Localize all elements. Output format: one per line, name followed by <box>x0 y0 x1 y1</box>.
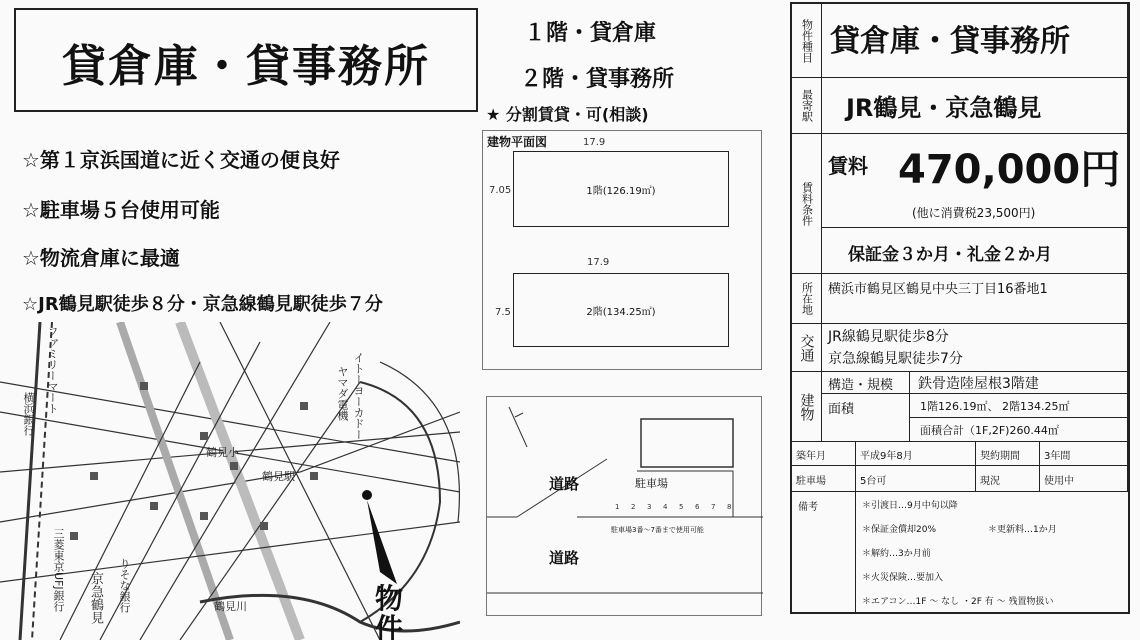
map-label-ito-yokado: イトーヨーカドー <box>352 352 365 440</box>
map-label-river: 鶴見川 <box>214 600 247 613</box>
rent-tax: (他に消費税23,500円) <box>912 206 1036 220</box>
rent-amount: 470,000円 <box>898 147 1121 193</box>
status-value: 使用中 <box>1040 466 1128 492</box>
deposit-terms: 保証金３か月・礼金２か月 <box>822 228 1128 274</box>
note-item: ＊解約…3か月前 <box>862 549 931 559</box>
contract-value: 3年間 <box>1040 442 1128 466</box>
type-header: 物件種目 <box>792 4 822 78</box>
floor1-room <box>513 151 729 227</box>
page-title: 貸倉庫・貸事務所 <box>62 41 430 92</box>
status-label: 現況 <box>976 466 1040 492</box>
parking-slot-8: 8 <box>727 503 732 511</box>
map-label-mitsubishi: 三菱東京UFJ銀行 <box>52 528 65 612</box>
parking-slot-4: 4 <box>663 503 668 511</box>
floor-plan <box>482 130 762 370</box>
floor1-depth: 7.05 <box>489 185 512 196</box>
transit-keikyu: 京急線鶴見駅徒歩7分 <box>828 351 963 367</box>
floor2-room-label: 2階(134.25㎡) <box>586 306 656 318</box>
split-rent-note: ★ 分割賃貸・可(相談) <box>486 105 649 124</box>
parking-slot-2: 2 <box>631 503 636 511</box>
feature-2: ☆駐車場５台使用可能 <box>22 198 220 222</box>
feature-4: ☆JR鶴見駅徒歩８分・京急線鶴見駅徒歩７分 <box>22 294 383 315</box>
parking-slot-5: 5 <box>679 503 684 511</box>
structure-label: 構造・規模 <box>822 372 910 394</box>
title-box <box>14 8 478 112</box>
map-label-risona: りそな銀行 <box>118 558 131 613</box>
road-label-upper: 道路 <box>549 475 580 493</box>
built-value: 平成9年8月 <box>856 442 976 466</box>
map-label-family-mart: ファミリーマート <box>46 326 59 414</box>
area-value: 1階126.19㎡、 2階134.25㎡ <box>910 394 1128 418</box>
parking-label-row: 駐車場 <box>792 466 856 492</box>
feature-3: ☆物流倉庫に最適 <box>22 246 180 270</box>
property-info-table <box>790 2 1130 614</box>
note-item: ＊保証金償却20% <box>862 525 937 535</box>
map-label-tsurumi-station: 鶴見駅 <box>262 470 295 483</box>
note-item: ＊引渡日…9月中旬以降 <box>862 501 958 511</box>
address-header: 所在地 <box>792 274 822 324</box>
site-plan-drawing <box>487 397 763 617</box>
parking-slot-1: 1 <box>615 503 620 511</box>
building-header: 建物 <box>792 372 822 442</box>
parking-label: 駐車場 <box>635 477 668 490</box>
contract-label: 契約期間 <box>976 442 1040 466</box>
map-label-keikyu: 京急鶴見 <box>88 572 103 624</box>
parking-slot-7: 7 <box>711 503 716 511</box>
floor1-width: 17.9 <box>583 137 606 148</box>
note-item: ＊更新料…1か月 <box>988 525 1057 535</box>
rent-label: 賃料 <box>828 154 868 178</box>
address-value: 横浜市鶴見区鶴見中央三丁目16番地1 <box>822 274 1128 324</box>
parking-value: 5台可 <box>856 466 976 492</box>
property-marker-label: 物件 <box>374 582 403 640</box>
map-label-tsurumi-school: 鶴見小 <box>206 446 239 459</box>
road-label-lower: 道路 <box>549 549 580 567</box>
rent-header: 賃料条件 <box>792 134 822 274</box>
floor2-width: 17.9 <box>587 257 610 268</box>
map-label-yamada: ヤマダ電機 <box>336 366 349 421</box>
parking-slot-3: 3 <box>647 503 652 511</box>
transit-jr: JR線鶴見駅徒歩8分 <box>828 329 949 345</box>
type-value: 貸倉庫・貸事務所 <box>822 4 1128 78</box>
parking-usage-note: 駐車場3番〜7番まで使用可能 <box>611 526 704 534</box>
floor2-room <box>513 273 729 347</box>
floorplan-title: 建物平面図 <box>487 135 548 149</box>
note-item: ＊火災保険…要加入 <box>862 573 944 583</box>
parking-slot-6: 6 <box>695 503 700 511</box>
structure-value: 鉄骨造陸屋根3階建 <box>910 372 1128 394</box>
feature-1: ☆第１京浜国道に近く交通の便良好 <box>22 148 340 172</box>
floor2-depth: 7.5 <box>495 307 511 318</box>
station-value: JR鶴見・京急鶴見 <box>822 78 1128 134</box>
notes-label: 備考 <box>792 492 856 612</box>
transit-cell <box>822 324 1128 372</box>
floor1-room-label: 1階(126.19㎡) <box>586 185 656 197</box>
station-header: 最寄駅 <box>792 78 822 134</box>
notes-list <box>856 492 1128 612</box>
site-plan <box>486 396 762 616</box>
rent-cell <box>822 134 1128 228</box>
floor2-heading: ２階・貸事務所 <box>520 67 675 92</box>
floor1-heading: １階・貸倉庫 <box>524 21 657 46</box>
area-label: 面積 <box>822 394 910 442</box>
built-label: 築年月 <box>792 442 856 466</box>
note-item: ＊エアコン…1F 〜 なし ・2F 有 〜 残置物扱い <box>862 597 1054 607</box>
area-total: 面積合計（1F,2F)260.44㎡ <box>910 418 1128 442</box>
map-label-yokohama: 横浜銀行 <box>22 392 35 436</box>
transit-header: 交通 <box>792 324 822 372</box>
